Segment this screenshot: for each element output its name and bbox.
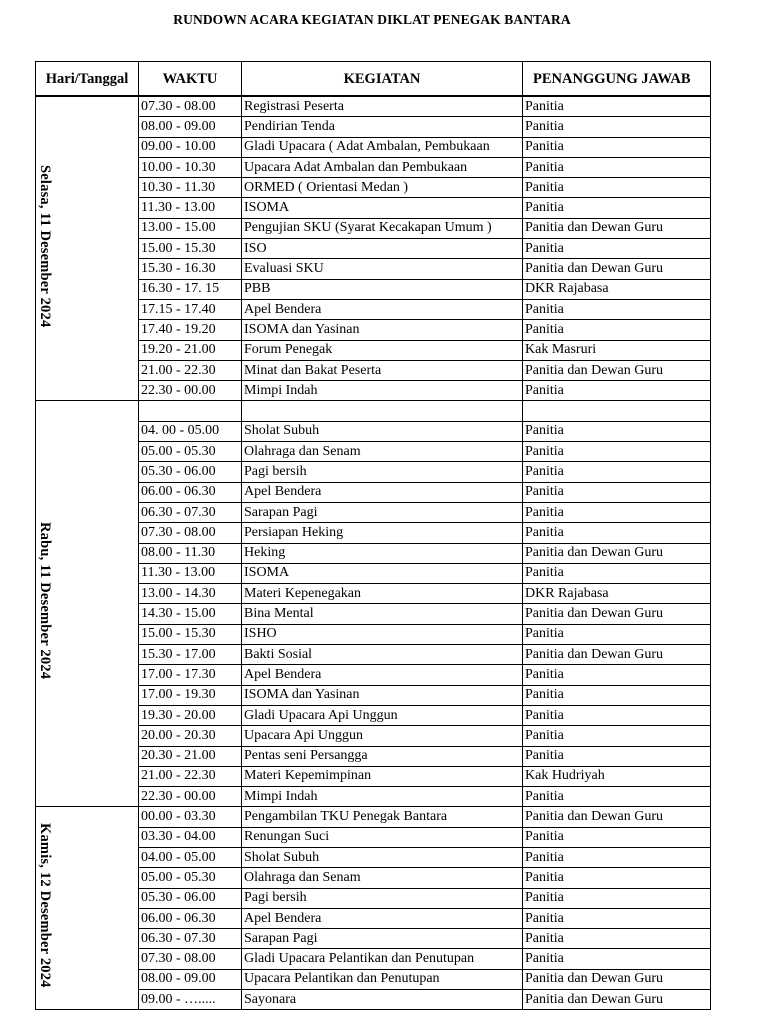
pic-cell: Panitia (523, 299, 711, 319)
pic-cell: Panitia dan Dewan Guru (523, 990, 711, 1010)
pic-cell: Panitia (523, 929, 711, 949)
pic-cell: Panitia dan Dewan Guru (523, 604, 711, 624)
time-cell: 17.15 - 17.40 (139, 299, 242, 319)
pic-cell: Panitia (523, 847, 711, 867)
activity-cell: Pendirian Tenda (242, 117, 523, 137)
pic-cell: Panitia (523, 665, 711, 685)
time-cell: 08.00 - 11.30 (139, 543, 242, 563)
time-cell: 20.00 - 20.30 (139, 726, 242, 746)
time-cell: 08.00 - 09.00 (139, 117, 242, 137)
activity-cell: Registrasi Peserta (242, 96, 523, 117)
pic-cell: Panitia (523, 462, 711, 482)
day-label: Rabu, 11 Desember 2024 (37, 522, 53, 680)
time-cell: 07.30 - 08.00 (139, 949, 242, 969)
pic-cell: Panitia (523, 827, 711, 847)
activity-cell: Sholat Subuh (242, 421, 523, 441)
activity-cell: Materi Kepemimpinan (242, 766, 523, 786)
activity-cell: Forum Penegak (242, 340, 523, 360)
activity-cell: Gladi Upacara Pelantikan dan Penutupan (242, 949, 523, 969)
pic-cell: Kak Hudriyah (523, 766, 711, 786)
time-cell: 11.30 - 13.00 (139, 563, 242, 583)
pic-cell: Panitia (523, 908, 711, 928)
time-cell: 07.30 - 08.00 (139, 96, 242, 117)
activity-cell: Materi Kepenegakan (242, 584, 523, 604)
activity-cell: Sayonara (242, 990, 523, 1010)
activity-cell: Olahraga dan Senam (242, 868, 523, 888)
time-cell: 17.00 - 17.30 (139, 665, 242, 685)
header-pic: PENANGGUNG JAWAB (523, 62, 711, 97)
pic-cell: Panitia (523, 685, 711, 705)
pic-cell: DKR Rajabasa (523, 584, 711, 604)
pic-cell: Panitia (523, 502, 711, 522)
pic-cell: Panitia (523, 949, 711, 969)
time-cell: 13.00 - 15.00 (139, 218, 242, 238)
pic-cell: Panitia (523, 421, 711, 441)
pic-cell: Panitia (523, 523, 711, 543)
activity-cell: Pengujian SKU (Syarat Kecakapan Umum ) (242, 218, 523, 238)
time-cell: 11.30 - 13.00 (139, 198, 242, 218)
pic-cell: Panitia (523, 888, 711, 908)
time-cell: 07.30 - 08.00 (139, 523, 242, 543)
day-cell (36, 401, 139, 807)
pic-cell: Panitia (523, 381, 711, 401)
table-row (36, 807, 711, 827)
activity-cell: Bina Mental (242, 604, 523, 624)
time-cell: 14.30 - 15.00 (139, 604, 242, 624)
activity-cell: Pengambilan TKU Penegak Bantara (242, 807, 523, 827)
time-cell: 15.00 - 15.30 (139, 239, 242, 259)
time-cell: 09.00 - …..... (139, 990, 242, 1010)
activity-cell: Pentas seni Persangga (242, 746, 523, 766)
day-label: Selasa, 11 Desember 2024 (37, 164, 53, 327)
activity-cell: Bakti Sosial (242, 645, 523, 665)
time-cell: 15.30 - 17.00 (139, 645, 242, 665)
time-cell: 22.30 - 00.00 (139, 787, 242, 807)
pic-cell: Panitia dan Dewan Guru (523, 807, 711, 827)
activity-cell: Renungan Suci (242, 827, 523, 847)
table-row (36, 401, 711, 421)
header-time: WAKTU (139, 62, 242, 97)
pic-cell: Panitia dan Dewan Guru (523, 969, 711, 989)
day-cell (36, 96, 139, 401)
activity-cell: ISOMA dan Yasinan (242, 320, 523, 340)
activity-cell: Upacara Adat Ambalan dan Pembukaan (242, 157, 523, 177)
time-cell: 05.00 - 05.30 (139, 442, 242, 462)
time-cell: 05.30 - 06.00 (139, 462, 242, 482)
time-cell: 19.20 - 21.00 (139, 340, 242, 360)
time-cell: 21.00 - 22.30 (139, 766, 242, 786)
time-cell: 17.40 - 19.20 (139, 320, 242, 340)
table-row (36, 96, 711, 117)
activity-cell: ISOMA (242, 563, 523, 583)
header-activity: KEGIATAN (242, 62, 523, 97)
activity-cell: Heking (242, 543, 523, 563)
activity-cell: Olahraga dan Senam (242, 442, 523, 462)
activity-cell: Persiapan Heking (242, 523, 523, 543)
pic-cell: Panitia (523, 178, 711, 198)
activity-cell: Gladi Upacara ( Adat Ambalan, Pembukaan (242, 137, 523, 157)
pic-cell: Panitia dan Dewan Guru (523, 360, 711, 380)
activity-cell: Upacara Api Unggun (242, 726, 523, 746)
table-header-row (36, 62, 711, 97)
pic-cell: Panitia (523, 239, 711, 259)
pic-cell: Panitia (523, 624, 711, 644)
time-cell: 16.30 - 17. 15 (139, 279, 242, 299)
pic-cell: Panitia (523, 137, 711, 157)
time-cell: 04.00 - 05.00 (139, 847, 242, 867)
activity-cell: ISOMA dan Yasinan (242, 685, 523, 705)
pic-cell: Panitia dan Dewan Guru (523, 259, 711, 279)
time-cell (139, 401, 242, 421)
pic-cell: Panitia (523, 157, 711, 177)
time-cell: 00.00 - 03.30 (139, 807, 242, 827)
activity-cell: ISHO (242, 624, 523, 644)
day-cell (36, 807, 139, 1010)
time-cell: 06.00 - 06.30 (139, 908, 242, 928)
activity-cell: Sholat Subuh (242, 847, 523, 867)
activity-cell: Sarapan Pagi (242, 502, 523, 522)
pic-cell: Kak Masruri (523, 340, 711, 360)
time-cell: 08.00 - 09.00 (139, 969, 242, 989)
time-cell: 05.30 - 06.00 (139, 888, 242, 908)
pic-cell: Panitia (523, 746, 711, 766)
pic-cell (523, 401, 711, 421)
pic-cell: Panitia (523, 320, 711, 340)
activity-cell: Mimpi Indah (242, 787, 523, 807)
time-cell: 05.00 - 05.30 (139, 868, 242, 888)
time-cell: 04. 00 - 05.00 (139, 421, 242, 441)
table-body (36, 96, 711, 1010)
activity-cell: Minat dan Bakat Peserta (242, 360, 523, 380)
time-cell: 09.00 - 10.00 (139, 137, 242, 157)
activity-cell: Pagi bersih (242, 462, 523, 482)
time-cell: 10.30 - 11.30 (139, 178, 242, 198)
pic-cell: DKR Rajabasa (523, 279, 711, 299)
pic-cell: Panitia (523, 442, 711, 462)
pic-cell: Panitia (523, 198, 711, 218)
document-title: RUNDOWN ACARA KEGIATAN DIKLAT PENEGAK BANTARA (173, 12, 571, 27)
activity-cell: Apel Bendera (242, 908, 523, 928)
time-cell: 17.00 - 19.30 (139, 685, 242, 705)
activity-cell: Gladi Upacara Api Unggun (242, 705, 523, 725)
activity-cell: Apel Bendera (242, 482, 523, 502)
activity-cell: ISOMA (242, 198, 523, 218)
time-cell: 03.30 - 04.00 (139, 827, 242, 847)
pic-cell: Panitia dan Dewan Guru (523, 543, 711, 563)
pic-cell: Panitia (523, 117, 711, 137)
header-day: Hari/Tanggal (36, 62, 139, 97)
time-cell: 20.30 - 21.00 (139, 746, 242, 766)
pic-cell: Panitia (523, 868, 711, 888)
time-cell: 06.30 - 07.30 (139, 929, 242, 949)
pic-cell: Panitia (523, 705, 711, 725)
activity-cell: Upacara Pelantikan dan Penutupan (242, 969, 523, 989)
activity-cell: Mimpi Indah (242, 381, 523, 401)
day-label: Kamis, 12 Desember 2024 (37, 823, 53, 988)
time-cell: 13.00 - 14.30 (139, 584, 242, 604)
activity-cell: PBB (242, 279, 523, 299)
time-cell: 22.30 - 00.00 (139, 381, 242, 401)
pic-cell: Panitia dan Dewan Guru (523, 218, 711, 238)
time-cell: 06.30 - 07.30 (139, 502, 242, 522)
time-cell: 15.00 - 15.30 (139, 624, 242, 644)
activity-cell (242, 401, 523, 421)
rundown-table (35, 61, 711, 1010)
activity-cell: ORMED ( Orientasi Medan ) (242, 178, 523, 198)
activity-cell: Pagi bersih (242, 888, 523, 908)
time-cell: 15.30 - 16.30 (139, 259, 242, 279)
pic-cell: Panitia (523, 563, 711, 583)
activity-cell: Sarapan Pagi (242, 929, 523, 949)
time-cell: 06.00 - 06.30 (139, 482, 242, 502)
pic-cell: Panitia (523, 726, 711, 746)
time-cell: 10.00 - 10.30 (139, 157, 242, 177)
pic-cell: Panitia (523, 787, 711, 807)
activity-cell: Apel Bendera (242, 665, 523, 685)
activity-cell: ISO (242, 239, 523, 259)
pic-cell: Panitia (523, 482, 711, 502)
activity-cell: Evaluasi SKU (242, 259, 523, 279)
pic-cell: Panitia (523, 96, 711, 117)
time-cell: 19.30 - 20.00 (139, 705, 242, 725)
time-cell: 21.00 - 22.30 (139, 360, 242, 380)
activity-cell: Apel Bendera (242, 299, 523, 319)
pic-cell: Panitia dan Dewan Guru (523, 645, 711, 665)
